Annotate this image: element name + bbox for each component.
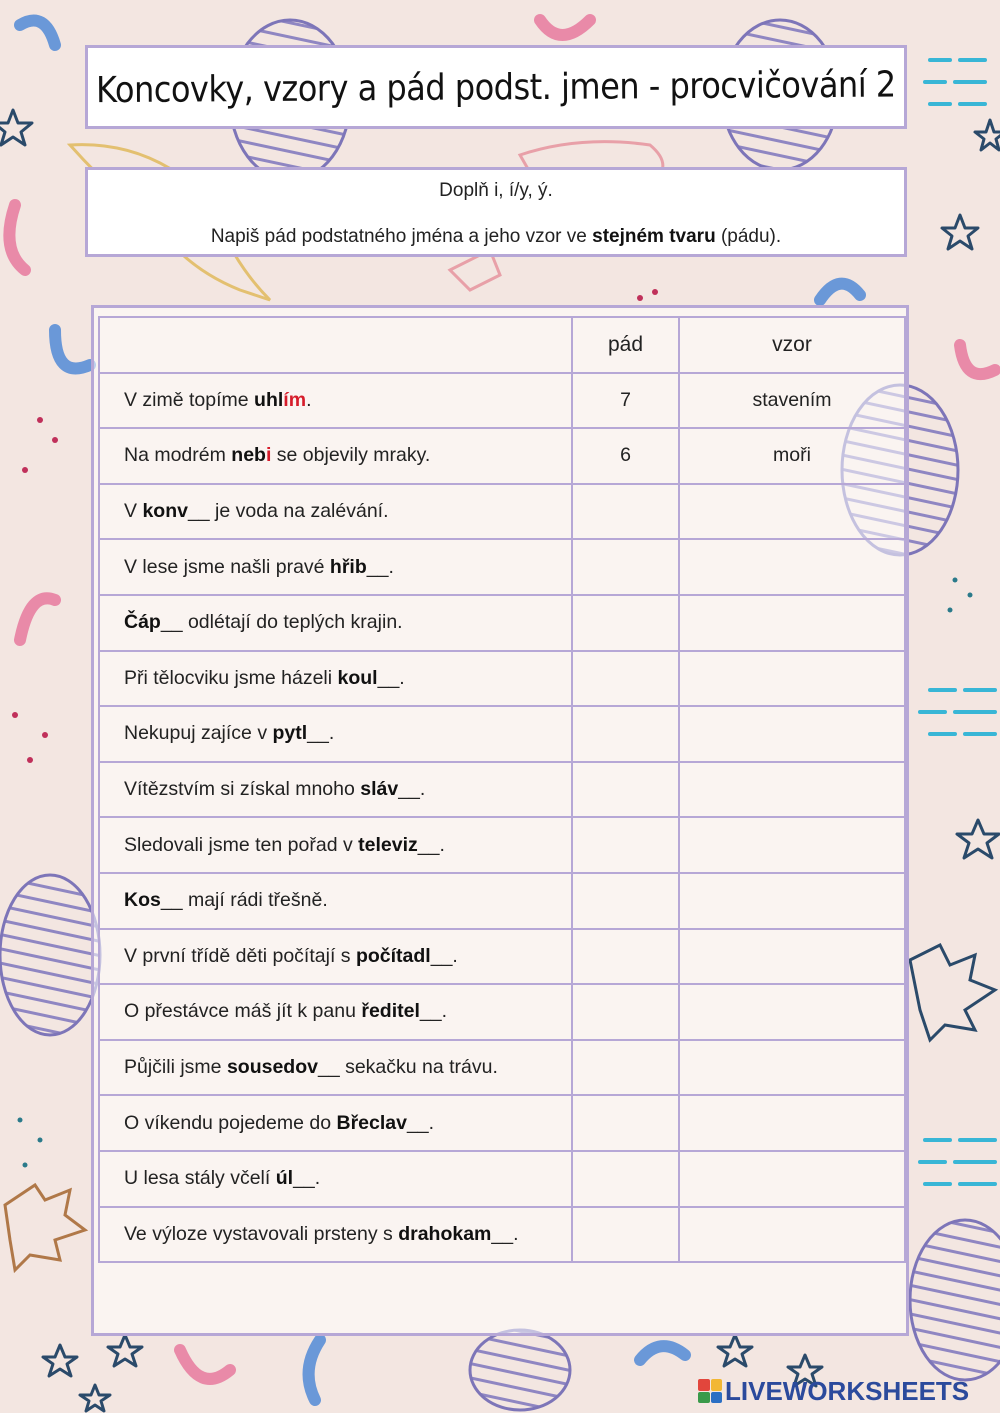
instruction-line-2 [88,226,904,248]
star-icon [975,120,1000,150]
planet-icon [910,1220,1000,1380]
sentence-text[interactable]: __ odlétají do teplých krajin. [160,611,403,634]
sentence-text: O víkendu pojedeme do [124,1111,337,1134]
sentence-text: V první třídě děti počítají s [124,944,356,967]
table-row [99,706,905,762]
pad-answer-cell[interactable] [572,984,679,1040]
arc-shape [20,598,55,640]
noun-stem: pytl [272,722,308,745]
sentence-text[interactable]: se objevily mraky. [271,444,431,467]
pad-answer-cell[interactable]: 6 [572,428,679,484]
sentence-cell [99,651,572,707]
sentence-text: Ve výloze vystavovali prsteny s [124,1222,399,1245]
table-row [99,1151,905,1207]
vzor-answer-cell[interactable]: moři [679,428,905,484]
vzor-answer-cell[interactable] [679,706,905,762]
liveworksheets-icon [698,1379,722,1403]
sentence-cell [99,762,572,818]
vzor-answer-cell[interactable] [679,651,905,707]
pad-answer-cell[interactable] [572,1040,679,1096]
arc-shape [9,205,25,270]
noun-stem: televiz [358,833,418,856]
noun-stem: úl [275,1167,294,1190]
arc-shape [180,1350,230,1379]
noun-stem: ředitel [361,1000,420,1023]
table-row [99,929,905,985]
table-row [99,1207,905,1263]
instruction-text: Napiš pád podstatného jména a jeho vzor ve [210,226,593,247]
brand-name: LIVEWORKSHEETS [725,1375,970,1406]
noun-stem: Čáp [124,611,161,634]
noun-stem: počítadl [355,944,431,967]
sentence-cell [99,539,572,595]
planet-icon [0,875,100,1035]
vzor-answer-cell[interactable] [679,984,905,1040]
pad-answer-cell[interactable]: 7 [572,373,679,429]
table-row [99,817,905,873]
sentence-text: Při tělocviku jsme házeli [124,666,338,689]
sentence-text: Nekupuj zajíce v [124,722,273,745]
table-row [99,484,905,540]
liveworksheets-logo [698,1376,969,1406]
sentence-text: Vítězstvím si získal mnoho [124,778,361,801]
pad-answer-cell[interactable] [572,1095,679,1151]
sentence-cell [99,873,572,929]
star-icon [0,110,32,145]
header-sentence [99,317,572,373]
star-icon [43,1345,77,1376]
table-row [99,1040,905,1096]
sentence-text[interactable]: __. [430,944,458,967]
star-icon [942,215,978,249]
vzor-answer-cell[interactable] [679,762,905,818]
sentence-text: Na modrém [124,444,232,467]
sentence-text: V [124,500,143,523]
pad-answer-cell[interactable] [572,651,679,707]
sentence-cell [99,984,572,1040]
sentence-cell [99,373,572,429]
arc-shape [55,330,90,368]
sentence-text[interactable]: __. [419,1000,447,1023]
instruction-bold-text: stejném tvaru [592,226,716,247]
leaf-doodle [5,1185,85,1270]
sentence-text: Půjčili jsme [124,1056,227,1079]
pad-answer-cell[interactable] [572,706,679,762]
vzor-answer-cell[interactable] [679,595,905,651]
sentence-cell [99,1151,572,1207]
vzor-answer-cell[interactable] [679,1040,905,1096]
instruction-text: (pádu). [715,226,782,247]
table-row [99,1095,905,1151]
filled-ending: ím [283,388,307,411]
sentence-text[interactable]: __ sekačku na trávu. [317,1056,498,1079]
vzor-answer-cell[interactable] [679,873,905,929]
pad-answer-cell[interactable] [572,1151,679,1207]
sentence-text[interactable]: __. [406,1111,435,1134]
sentence-text: V lese jsme našli pravé [124,555,330,578]
arc-shape [540,20,590,35]
star-icon [80,1385,110,1411]
pad-answer-cell[interactable] [572,873,679,929]
sentence-text: V zimě topíme [124,388,255,411]
sentence-cell [99,706,572,762]
noun-stem: sláv [360,778,399,801]
table-row [99,428,905,484]
noun-stem: Břeclav [336,1111,407,1134]
sentence-cell [99,428,572,484]
exercise-table-frame [91,305,909,1336]
pad-answer-cell[interactable] [572,929,679,985]
table-row [99,984,905,1040]
pad-answer-cell[interactable] [572,817,679,873]
table-row [99,873,905,929]
pad-answer-cell[interactable] [572,539,679,595]
arc-shape [640,1346,685,1360]
sentence-cell [99,1207,572,1263]
filled-ending: i [265,444,272,467]
noun-stem: konv [142,500,188,523]
instructions-box [85,167,907,257]
vzor-answer-cell[interactable] [679,484,905,540]
star-icon [108,1335,142,1366]
header-vzor: vzor [679,317,905,373]
sentence-text[interactable]: . [306,388,312,411]
sentence-text[interactable]: __. [491,1222,519,1245]
sentence-cell [99,1040,572,1096]
table-row [99,762,905,818]
sentence-text[interactable]: __. [398,778,426,801]
sentence-text: Sledovali jsme ten pořad v [124,833,359,856]
vzor-answer-cell[interactable]: stavením [679,373,905,429]
arc-shape [309,1340,320,1400]
sentence-cell [99,929,572,985]
vzor-answer-cell[interactable] [679,929,905,985]
noun-stem: hřib [329,555,367,578]
leaf-doodle [910,945,995,1040]
sentence-text[interactable]: __ je voda na zalévání. [187,500,389,523]
header-pad: pád [572,317,679,373]
instruction-line-1: Doplň i, í/y, ý. [439,180,553,201]
sentence-text[interactable]: __ mají rádi třešně. [160,889,328,912]
vzor-answer-cell[interactable] [679,1207,905,1263]
noun-stem: neb [231,444,266,467]
vzor-answer-cell[interactable] [679,539,905,595]
worksheet-title: Koncovky, vzory a pád podst. jmen - procvičování 2 [96,62,896,112]
sentence-text[interactable]: __. [417,833,445,856]
noun-stem: drahokam [398,1222,492,1245]
table-row [99,373,905,429]
sentence-text: U lesa stály včelí [124,1167,276,1190]
sentence-cell [99,1095,572,1151]
title-box [85,45,907,129]
exercise-table [98,316,906,1263]
vzor-answer-cell[interactable] [679,1151,905,1207]
table-row [99,539,905,595]
table-header-row [99,317,905,373]
noun-stem: sousedov [226,1056,318,1079]
vzor-answer-cell[interactable] [679,817,905,873]
noun-stem: Kos [124,889,161,912]
star-icon [957,820,999,858]
table-row [99,651,905,707]
noun-stem: uhl [254,388,284,411]
planet-icon [470,1330,570,1410]
table-row [99,595,905,651]
pad-answer-cell[interactable] [572,484,679,540]
noun-stem: koul [337,666,378,689]
sentence-text[interactable]: __. [307,722,335,745]
star-icon [718,1335,752,1366]
sentence-cell [99,817,572,873]
sentence-cell [99,484,572,540]
sentence-text[interactable]: __. [377,666,405,689]
vzor-answer-cell[interactable] [679,1095,905,1151]
sentence-text[interactable]: __. [366,555,394,578]
pad-answer-cell[interactable] [572,1207,679,1263]
pad-answer-cell[interactable] [572,595,679,651]
arc-shape [820,284,860,300]
sentence-cell [99,595,572,651]
arc-shape [960,345,995,374]
sentence-text: O přestávce máš jít k panu [124,1000,362,1023]
sentence-text[interactable]: __. [293,1167,321,1190]
arc-shape [20,21,55,46]
pad-answer-cell[interactable] [572,762,679,818]
